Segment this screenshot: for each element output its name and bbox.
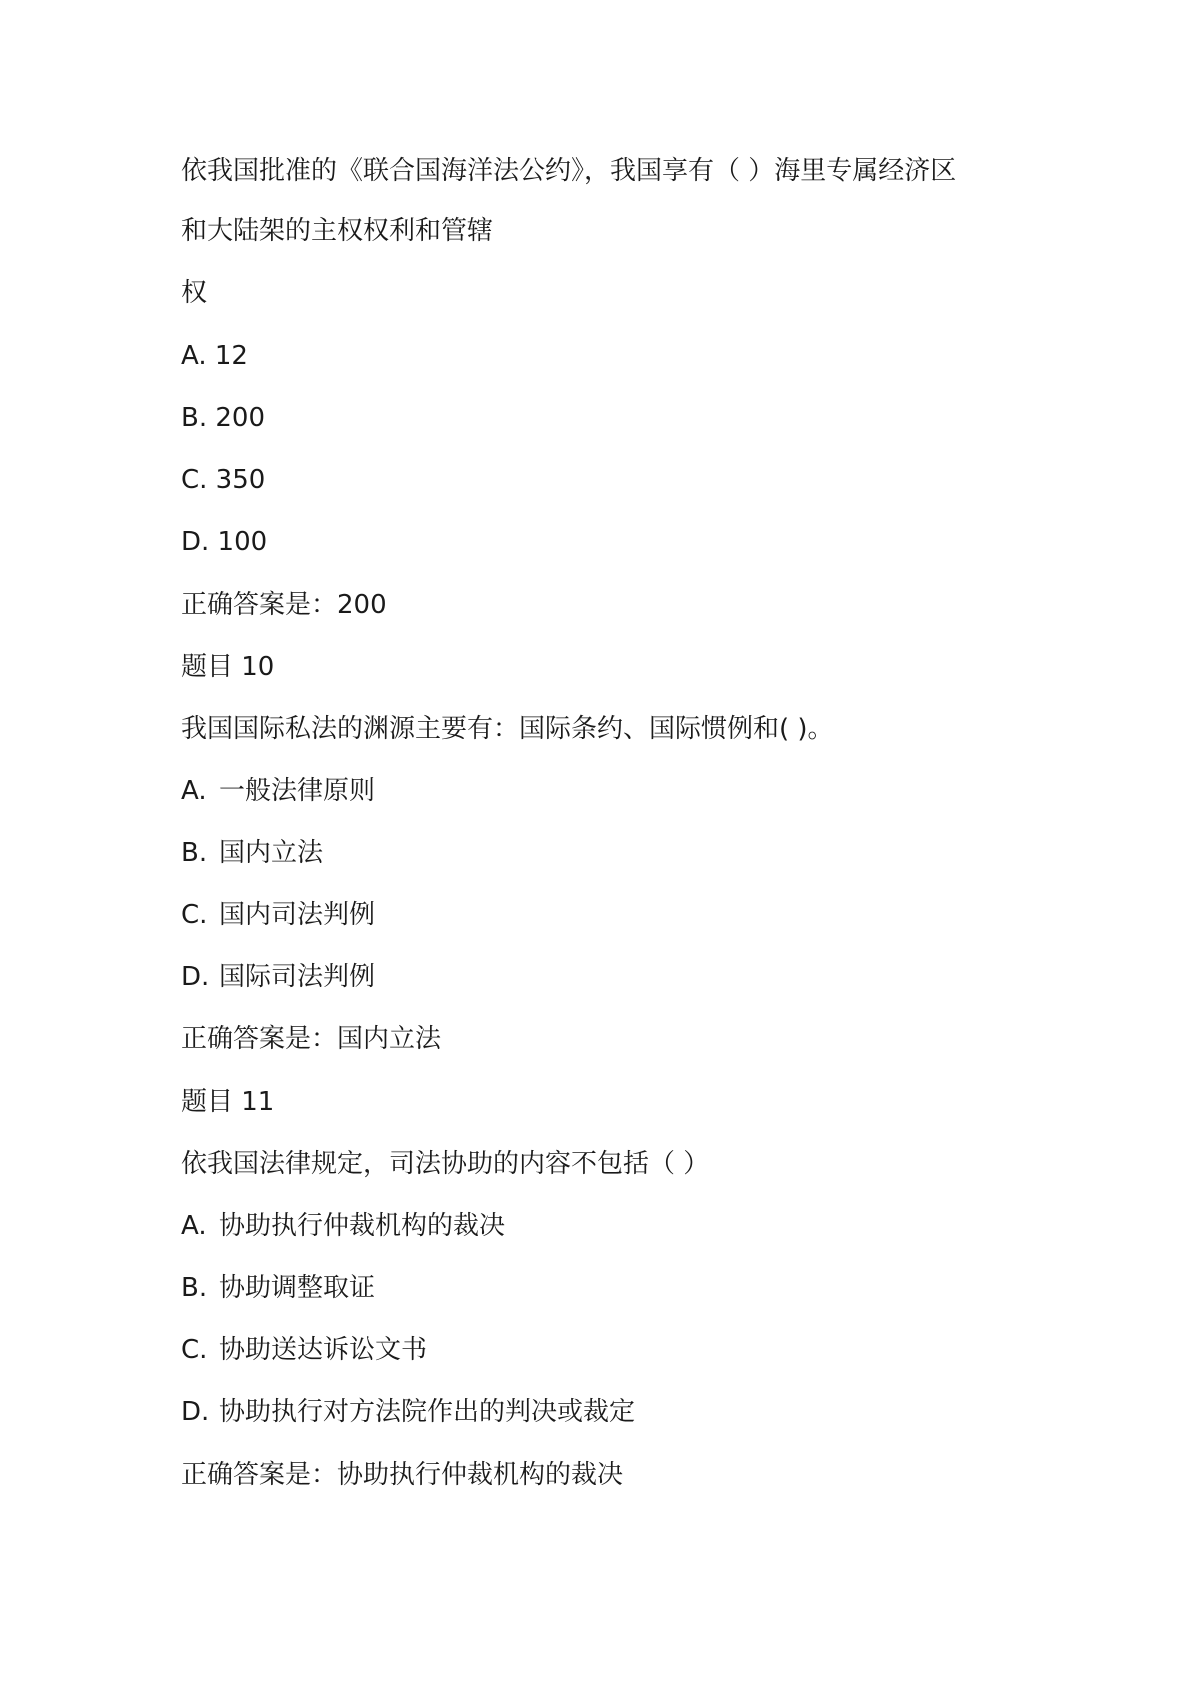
q10-title: 题目 10 — [181, 652, 275, 682]
option-text: 协助执行对方法院作出的判决或裁定 — [219, 1397, 636, 1427]
q10-option-b — [181, 837, 323, 869]
q9-option-d: D. 100 — [181, 527, 268, 557]
q10-option-c — [181, 899, 375, 931]
option-letter: B. — [181, 838, 208, 868]
q9-option-b: B. 200 — [181, 403, 265, 433]
q11-option-a — [181, 1210, 505, 1242]
q11-title: 题目 11 — [181, 1087, 275, 1117]
option-text: 国内立法 — [219, 838, 324, 868]
q11-option-d — [181, 1396, 635, 1428]
q9-option-a: A. 12 — [181, 341, 248, 371]
q10-option-d — [181, 961, 375, 993]
option-letter: A. — [181, 1211, 207, 1241]
q9-option-c: C. 350 — [181, 465, 266, 495]
option-letter: C. — [181, 1335, 208, 1365]
option-text: 协助送达诉讼文书 — [219, 1335, 428, 1365]
q9-answer: 正确答案是：200 — [181, 590, 387, 620]
option-text: 国际司法判例 — [219, 962, 376, 992]
option-letter: A. — [181, 776, 207, 806]
q10-option-a — [181, 775, 375, 807]
option-letter: D. — [181, 962, 210, 992]
option-letter: C. — [181, 900, 208, 930]
option-letter: B. — [181, 1273, 208, 1303]
q11-option-c — [181, 1334, 427, 1366]
q9-stem-line-1: 依我国批准的《联合国海洋法公约》，我国享有（ ）海里专属经济区 — [181, 156, 957, 186]
option-text: 协助执行仲裁机构的裁决 — [219, 1211, 506, 1241]
option-text: 一般法律原则 — [219, 776, 376, 806]
q11-stem: 依我国法律规定，司法协助的内容不包括（ ） — [181, 1149, 710, 1179]
q10-stem: 我国国际私法的渊源主要有：国际条约、国际惯例和( )。 — [181, 714, 834, 744]
q11-option-b — [181, 1272, 375, 1304]
option-text: 国内司法判例 — [219, 900, 376, 930]
q11-answer: 正确答案是：协助执行仲裁机构的裁决 — [181, 1460, 624, 1490]
option-letter: D. — [181, 1397, 210, 1427]
q10-answer: 正确答案是：国内立法 — [181, 1024, 442, 1054]
q9-stem-line-2: 和大陆架的主权权利和管辖 — [181, 216, 494, 246]
option-text: 协助调整取证 — [219, 1273, 376, 1303]
q9-stem-line-3: 权 — [181, 278, 208, 308]
